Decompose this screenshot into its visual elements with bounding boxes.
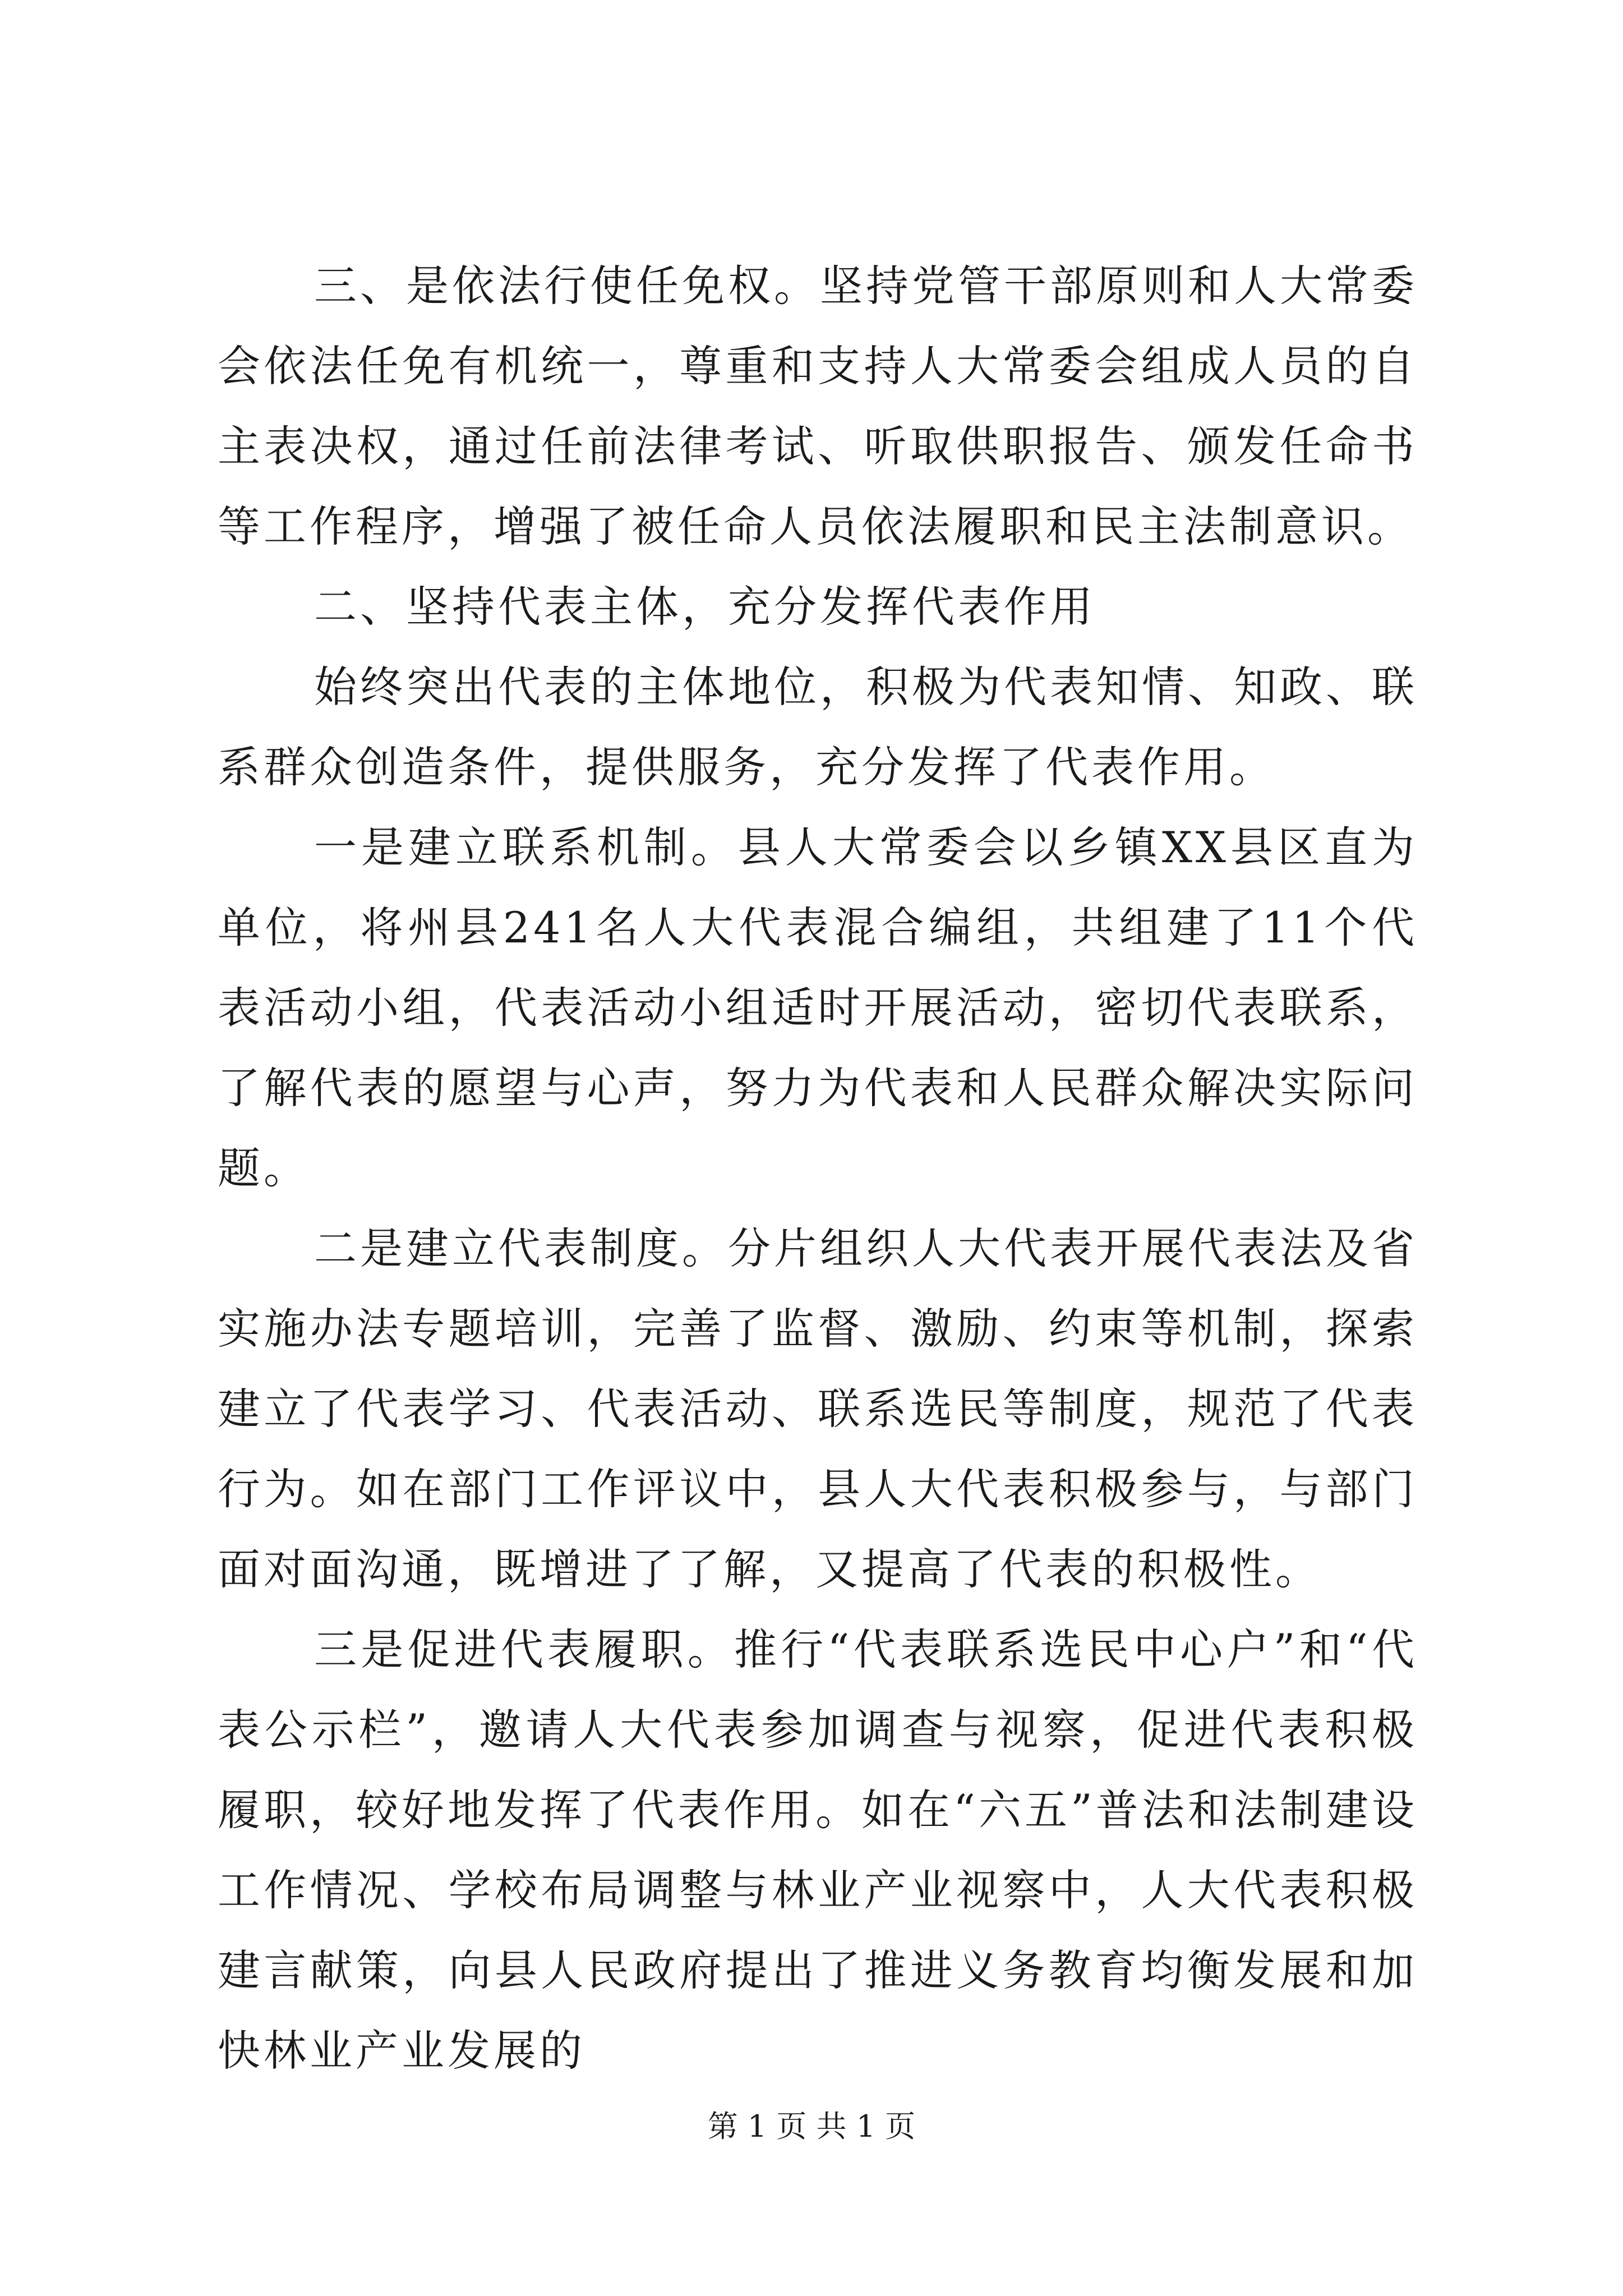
paragraph-deputy-status: 始终突出代表的主体地位，积极为代表知情、知政、联系群众创造条件，提供服务，充分发挥了代表作用。 xyxy=(218,662,1418,792)
paragraph-appointment-power: 三、是依法行使任免权。坚持党管干部原则和人大常委会依法任免有机统一，尊重和支持人大常委会组成人员的自主表决权，通过任前法律考试、听取供职报告、颁发任命书等工作程序，增强了被任命人员依法履职和民主法制意识。 xyxy=(218,261,1418,551)
section-heading-deputies: 二、坚持代表主体，充分发挥代表作用 xyxy=(314,582,1096,632)
paragraph-liaison-mechanism: 一是建立联系机制。县人大常委会以乡镇XX县区直为单位，将州县241名人大代表混合编组，共组建了11个代表活动小组，代表活动小组适时开展活动，密切代表联系，了解代表的愿望与心声，努力为代表和人民群众解决实际问题。 xyxy=(218,822,1418,1193)
paragraph-deputy-system: 二是建立代表制度。分片组织人大代表开展代表法及省实施办法专题培训，完善了监督、激励、约束等机制，探索建立了代表学习、代表活动、联系选民等制度，规范了代表行为。如在部门工作评议中，县人大代表积极参与，与部门面对面沟通，既增进了了解，又提高了代表的积极性。 xyxy=(218,1223,1418,1594)
document-body xyxy=(218,246,1418,2091)
paragraph-deputy-duties: 三是促进代表履职。推行“代表联系选民中心户”和“代表公示栏”，邀请人大代表参加调查与视察，促进代表积极履职，较好地发挥了代表作用。如在“六五”普法和法制建设工作情况、学校布局调整与林业产业视察中，人大代表积极建言献策，向县人民政府提出了推进义务教育均衡发展和加快林业产业发展的 xyxy=(218,1625,1418,2076)
page-number-footer: 第 1 页 共 1 页 xyxy=(707,2109,916,2144)
